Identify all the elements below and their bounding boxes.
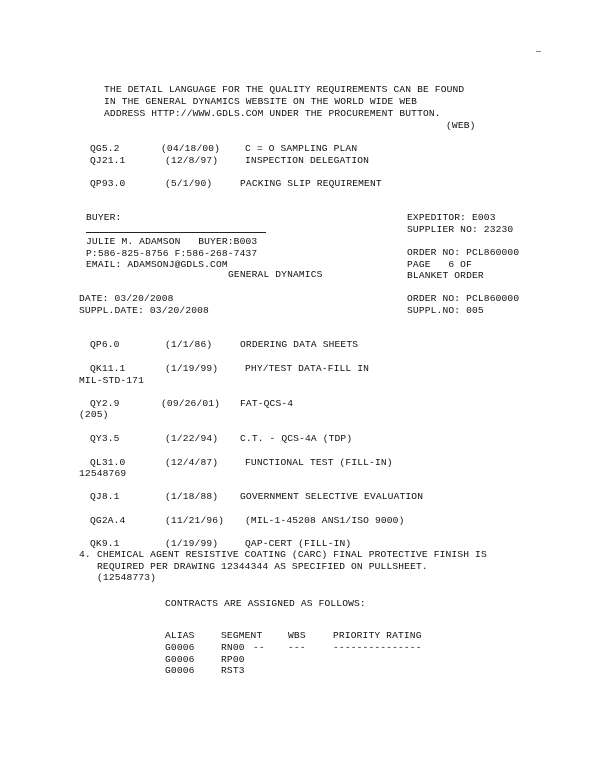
clause-date: (12/8/97) [165,155,219,166]
order-date: DATE: 03/20/2008 [79,293,174,304]
clause-date: (04/18/00) [161,143,221,154]
buyer-phone: P:586-825-8756 F:586-268-7437 [86,248,258,259]
segment-cell: RP00 [221,654,245,665]
clause-desc: (MIL-1-45208 ANS1/ISO 9000) [245,515,405,526]
clause-date: (5/1/90) [165,178,213,189]
clause-code: QY2.9 [90,398,120,409]
clause-date: (1/1/86) [165,339,213,350]
clause-desc: GOVERNMENT SELECTIVE EVALUATION [240,491,424,502]
clause-code: QK9.1 [90,538,120,549]
clause-code: QJ21.1 [90,155,126,166]
clause-date: (1/22/94) [165,433,219,444]
web-tag: (WEB) [446,120,476,131]
column-header-priority: PRIORITY RATING [333,630,422,641]
wbs-underline: --- [288,642,306,653]
web-notice-line: IN THE GENERAL DYNAMICS WEBSITE ON THE WORLD WIDE WEB [104,96,418,107]
page-number: PAGE 6 OF [407,259,472,270]
segment-cell: RN00 [221,642,245,653]
clause-date: (1/19/99) [165,538,219,549]
clause-desc: FUNCTIONAL TEST (FILL-IN) [245,457,393,468]
blanket-order: BLANKET ORDER [407,270,484,281]
clause-code: QG2A.4 [90,515,126,526]
alias-cell: G0006 [165,654,195,665]
buyer-email: EMAIL: ADAMSONJ@GDLS.COM [86,259,228,270]
clause-desc: C = O SAMPLING PLAN [245,143,358,154]
clause-desc: INSPECTION DELEGATION [245,155,370,166]
clause-desc: FAT-QCS-4 [240,398,294,409]
clause-date: (11/21/96) [165,515,225,526]
buyer-label: BUYER: [86,212,122,223]
web-notice-line: THE DETAIL LANGUAGE FOR THE QUALITY REQUIREMENTS CAN BE FOUND [104,84,465,95]
clause-code: QY3.5 [90,433,120,444]
item-text-line: REQUIRED PER DRAWING 12344344 AS SPECIFIED ON PULLSHEET. [97,561,428,572]
suppl-no: SUPPL.NO: 005 [407,305,484,316]
clause-desc: PACKING SLIP REQUIREMENT [240,178,382,189]
column-header-wbs: WBS [288,630,306,641]
priority-underline: --------------- [333,642,422,653]
clause-code: QG5.2 [90,143,120,154]
clause-desc: PHY/TEST DATA-FILL IN [245,363,370,374]
clause-date: (1/18/88) [165,491,219,502]
item-number: 4. [79,549,91,560]
clause-continuation: MIL-STD-171 [79,375,144,386]
order-no: ORDER NO: PCL860000 [407,247,520,258]
clause-code: QJ8.1 [90,491,120,502]
company-name: GENERAL DYNAMICS [228,269,323,280]
segment-cell: RST3 [221,665,245,676]
clause-code: QP6.0 [90,339,120,350]
alias-cell: G0006 [165,642,195,653]
segment-underline: -- [253,642,265,653]
clause-date: (12/4/87) [165,457,219,468]
clause-date: (1/19/99) [165,363,219,374]
clause-code: QK11.1 [90,363,126,374]
contracts-heading: CONTRACTS ARE ASSIGNED AS FOLLOWS: [165,598,366,609]
clause-continuation: 12548769 [79,468,127,479]
expeditor-line: EXPEDITOR: E003 [407,212,496,223]
order-no-repeat: ORDER NO: PCL860000 [407,293,520,304]
clause-desc: C.T. - QCS-4A (TDP) [240,433,353,444]
signature-rule [86,232,266,233]
clause-desc: ORDERING DATA SHEETS [240,339,359,350]
buyer-name: JULIE M. ADAMSON BUYER:B003 [86,236,258,247]
column-header-alias: ALIAS [165,630,195,641]
web-notice-line: ADDRESS HTTP://WWW.GDLS.COM UNDER THE PROCUREMENT BUTTON. [104,108,441,119]
clause-code: QP93.0 [90,178,126,189]
clause-code: QL31.0 [90,457,126,468]
supplier-no: SUPPLIER NO: 23230 [407,224,514,235]
item-text-line: CHEMICAL AGENT RESISTIVE COATING (CARC) FINAL PROTECTIVE FINISH IS [97,549,487,560]
clause-date: (09/26/01) [161,398,221,409]
scan-speck [536,51,541,52]
column-header-segment: SEGMENT [221,630,263,641]
alias-cell: G0006 [165,665,195,676]
suppl-date: SUPPL.DATE: 03/20/2008 [79,305,209,316]
item-text-line: (12548773) [97,572,157,583]
clause-desc: QAP-CERT (FILL-IN) [245,538,352,549]
clause-continuation: (205) [79,409,109,420]
